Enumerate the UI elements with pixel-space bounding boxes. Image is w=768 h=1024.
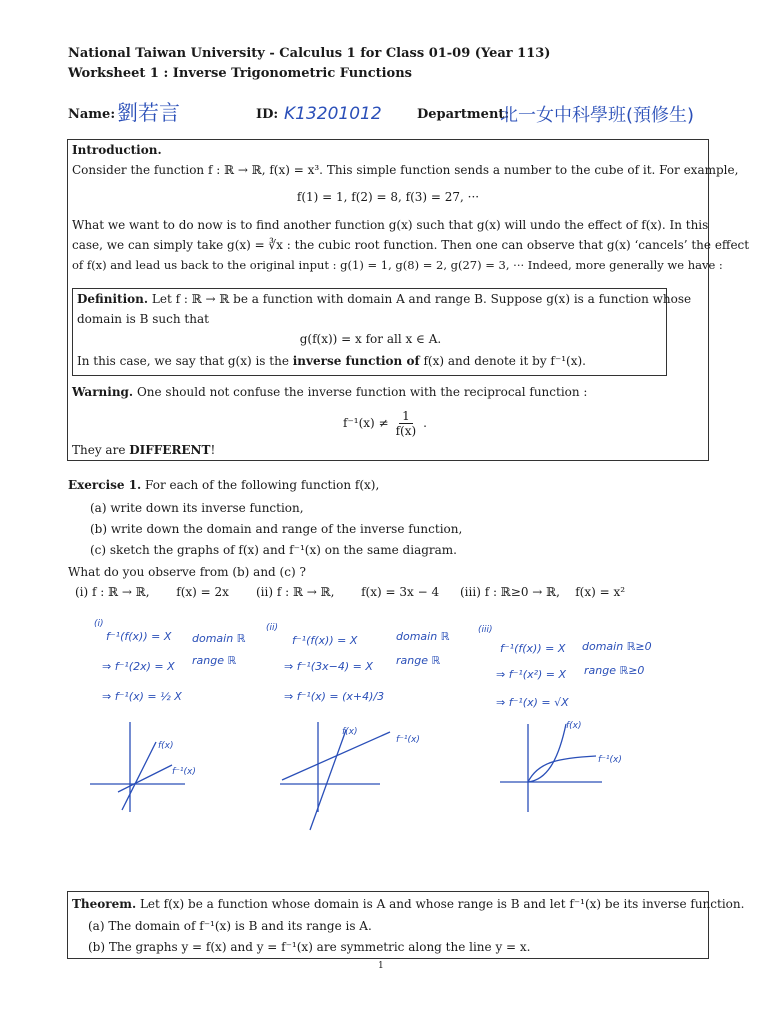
- warning-text: One should not confuse the inverse function with the reciprocal function :: [136, 385, 588, 399]
- graph-ii-finv-line: [282, 732, 390, 780]
- page-number: 1: [378, 961, 384, 971]
- introduction-paragraph-1: Consider the function f : ℝ → ℝ, f(x) = x³. This simple function sends a number to the cube of it. For example,: [72, 163, 739, 177]
- definition-term: inverse function of: [292, 354, 420, 368]
- graph-i-finv-line: [118, 765, 172, 792]
- work-iii-domain: domain ℝ≥0: [582, 640, 652, 653]
- warning-equation: [343, 406, 427, 440]
- graph-iii: [500, 724, 602, 812]
- work-ii-label-finv: f⁻¹(x): [396, 735, 420, 745]
- exercise-case-i: (i) f : ℝ → ℝ, f(x) = 2x: [75, 585, 229, 599]
- theorem-text: Let f(x) be a function whose domain is A and whose range is B and let f⁻¹(x) be its inverse function.: [139, 897, 745, 911]
- id-value: K13201012: [284, 104, 382, 124]
- name-signature: [117, 96, 183, 128]
- work-ii-range: range ℝ: [396, 654, 441, 667]
- work-i-line-2: ⇒ f⁻¹(2x) = X: [102, 660, 175, 673]
- exercise-intro: For each of the following function f(x),: [145, 478, 380, 492]
- different-emphasis: DIFFERENT: [129, 443, 211, 457]
- department-handwriting: 北一女中科學班(預修生): [500, 105, 695, 126]
- introduction-title: Introduction.: [72, 143, 162, 157]
- work-ii-domain: domain ℝ: [396, 630, 450, 643]
- definition-text-2: domain is B such that: [77, 312, 209, 326]
- definition-title: Definition.: [77, 292, 149, 306]
- work-iii-label-f: f(x): [566, 721, 582, 731]
- work-iii-line-3: ⇒ f⁻¹(x) = √X: [496, 696, 569, 709]
- warning-fraction: [393, 409, 420, 438]
- definition-equation: g(f(x)) = x for all x ∈ A.: [299, 332, 442, 346]
- handwritten-work-ii: [262, 612, 462, 832]
- work-ii-line-3: ⇒ f⁻¹(x) = (x+4)/3: [284, 690, 385, 703]
- department-label: Department:: [417, 107, 510, 122]
- introduction-paragraph-2b: case, we can simply take g(x) = ∛x : the cubic root function. Then one can observe that g(x) ‘cancels’ the effect: [72, 238, 750, 252]
- work-i-label-f: f(x): [158, 741, 174, 751]
- work-i-domain: domain ℝ: [192, 632, 246, 645]
- theorem-title: Theorem.: [72, 897, 137, 911]
- different-text-c: !: [210, 443, 216, 457]
- exercise-case-iii: (iii) f : ℝ≥0 → ℝ, f(x) = x²: [460, 585, 626, 599]
- definition-line-3: [77, 349, 586, 373]
- work-iii-range: range ℝ≥0: [584, 664, 645, 677]
- tag-iii: (iii): [478, 625, 493, 635]
- work-i-label-finv: f⁻¹(x): [172, 767, 196, 777]
- handwritten-work-iii: [478, 612, 668, 832]
- different-text-a: They are: [72, 443, 130, 457]
- work-ii-line-2: ⇒ f⁻¹(3x−4) = X: [284, 660, 373, 673]
- worksheet-course-title: National Taiwan University - Calculus 1 for Class 01-09 (Year 113): [68, 46, 551, 61]
- work-i-line-1: f⁻¹(f(x)) = X: [106, 630, 172, 643]
- tag-i: (i): [94, 619, 104, 629]
- definition-text-1: Let f : ℝ → ℝ be a function with domain A and range B. Suppose g(x) is a function whose: [151, 292, 692, 306]
- exercise-item-b: (b) write down the domain and range of the inverse function,: [90, 522, 463, 536]
- tag-ii: (ii): [266, 623, 279, 633]
- work-i-range: range ℝ: [192, 654, 237, 667]
- warning-line: [72, 380, 587, 404]
- graph-ii: [280, 722, 390, 830]
- handwritten-work-i: [80, 612, 260, 832]
- warning-title: Warning.: [72, 385, 134, 399]
- exercise-item-a: (a) write down its inverse function,: [90, 501, 304, 515]
- theorem-item-a: (a) The domain of f⁻¹(x) is B and its range is A.: [88, 919, 372, 933]
- introduction-paragraph-2c: of f(x) and lead us back to the original input : g(1) = 1, g(8) = 2, g(27) = 3, ··· Indeed, more generally we have :: [72, 258, 723, 272]
- warning-eq-tail: .: [423, 416, 427, 430]
- exercise-item-c: (c) sketch the graphs of f(x) and f⁻¹(x) on the same diagram.: [90, 543, 457, 557]
- exercise-line: [68, 473, 379, 497]
- work-ii-line-1: f⁻¹(f(x)) = X: [292, 634, 358, 647]
- exercise-question: What do you observe from (b) and (c) ?: [68, 565, 306, 579]
- theorem-box: [67, 891, 745, 959]
- theorem-line: [72, 892, 744, 916]
- warning-denominator: f(x): [395, 423, 417, 438]
- department-handwriting-box: [500, 97, 705, 131]
- name-label: Name:: [68, 107, 116, 122]
- name-handwriting: 劉若言: [117, 101, 180, 125]
- graph-i: [90, 722, 185, 812]
- definition-text-3a: In this case, we say that g(x) is the: [77, 354, 293, 368]
- id-label: ID:: [256, 107, 279, 122]
- warning-eq-left: f⁻¹(x) ≠: [343, 416, 389, 430]
- graph-ii-f-line: [310, 730, 346, 830]
- example-equation: f(1) = 1, f(2) = 8, f(3) = 27, ···: [296, 190, 480, 204]
- work-ii-label-f: f(x): [342, 727, 358, 737]
- worksheet-title: Worksheet 1 : Inverse Trigonometric Functions: [68, 66, 412, 81]
- warning-numerator: 1: [399, 409, 413, 424]
- introduction-paragraph-2a: What we want to do now is to find another function g(x) such that g(x) will undo the effect of f(x). In this: [72, 218, 709, 232]
- work-iii-label-finv: f⁻¹(x): [598, 755, 622, 765]
- work-i-line-3: ⇒ f⁻¹(x) = ½ X: [102, 690, 182, 703]
- work-iii-line-1: f⁻¹(f(x)) = X: [500, 642, 566, 655]
- theorem-item-b: (b) The graphs y = f(x) and y = f⁻¹(x) are symmetric along the line y = x.: [88, 940, 531, 954]
- definition-box: [72, 288, 692, 376]
- different-line: [72, 438, 215, 462]
- exercise-case-ii: (ii) f : ℝ → ℝ, f(x) = 3x − 4: [256, 585, 440, 599]
- exercise-title: Exercise 1.: [68, 478, 142, 492]
- definition-text-3c: f(x) and denote it by f⁻¹(x).: [419, 354, 586, 368]
- introduction-box: [67, 139, 750, 461]
- work-iii-line-2: ⇒ f⁻¹(x²) = X: [496, 668, 567, 681]
